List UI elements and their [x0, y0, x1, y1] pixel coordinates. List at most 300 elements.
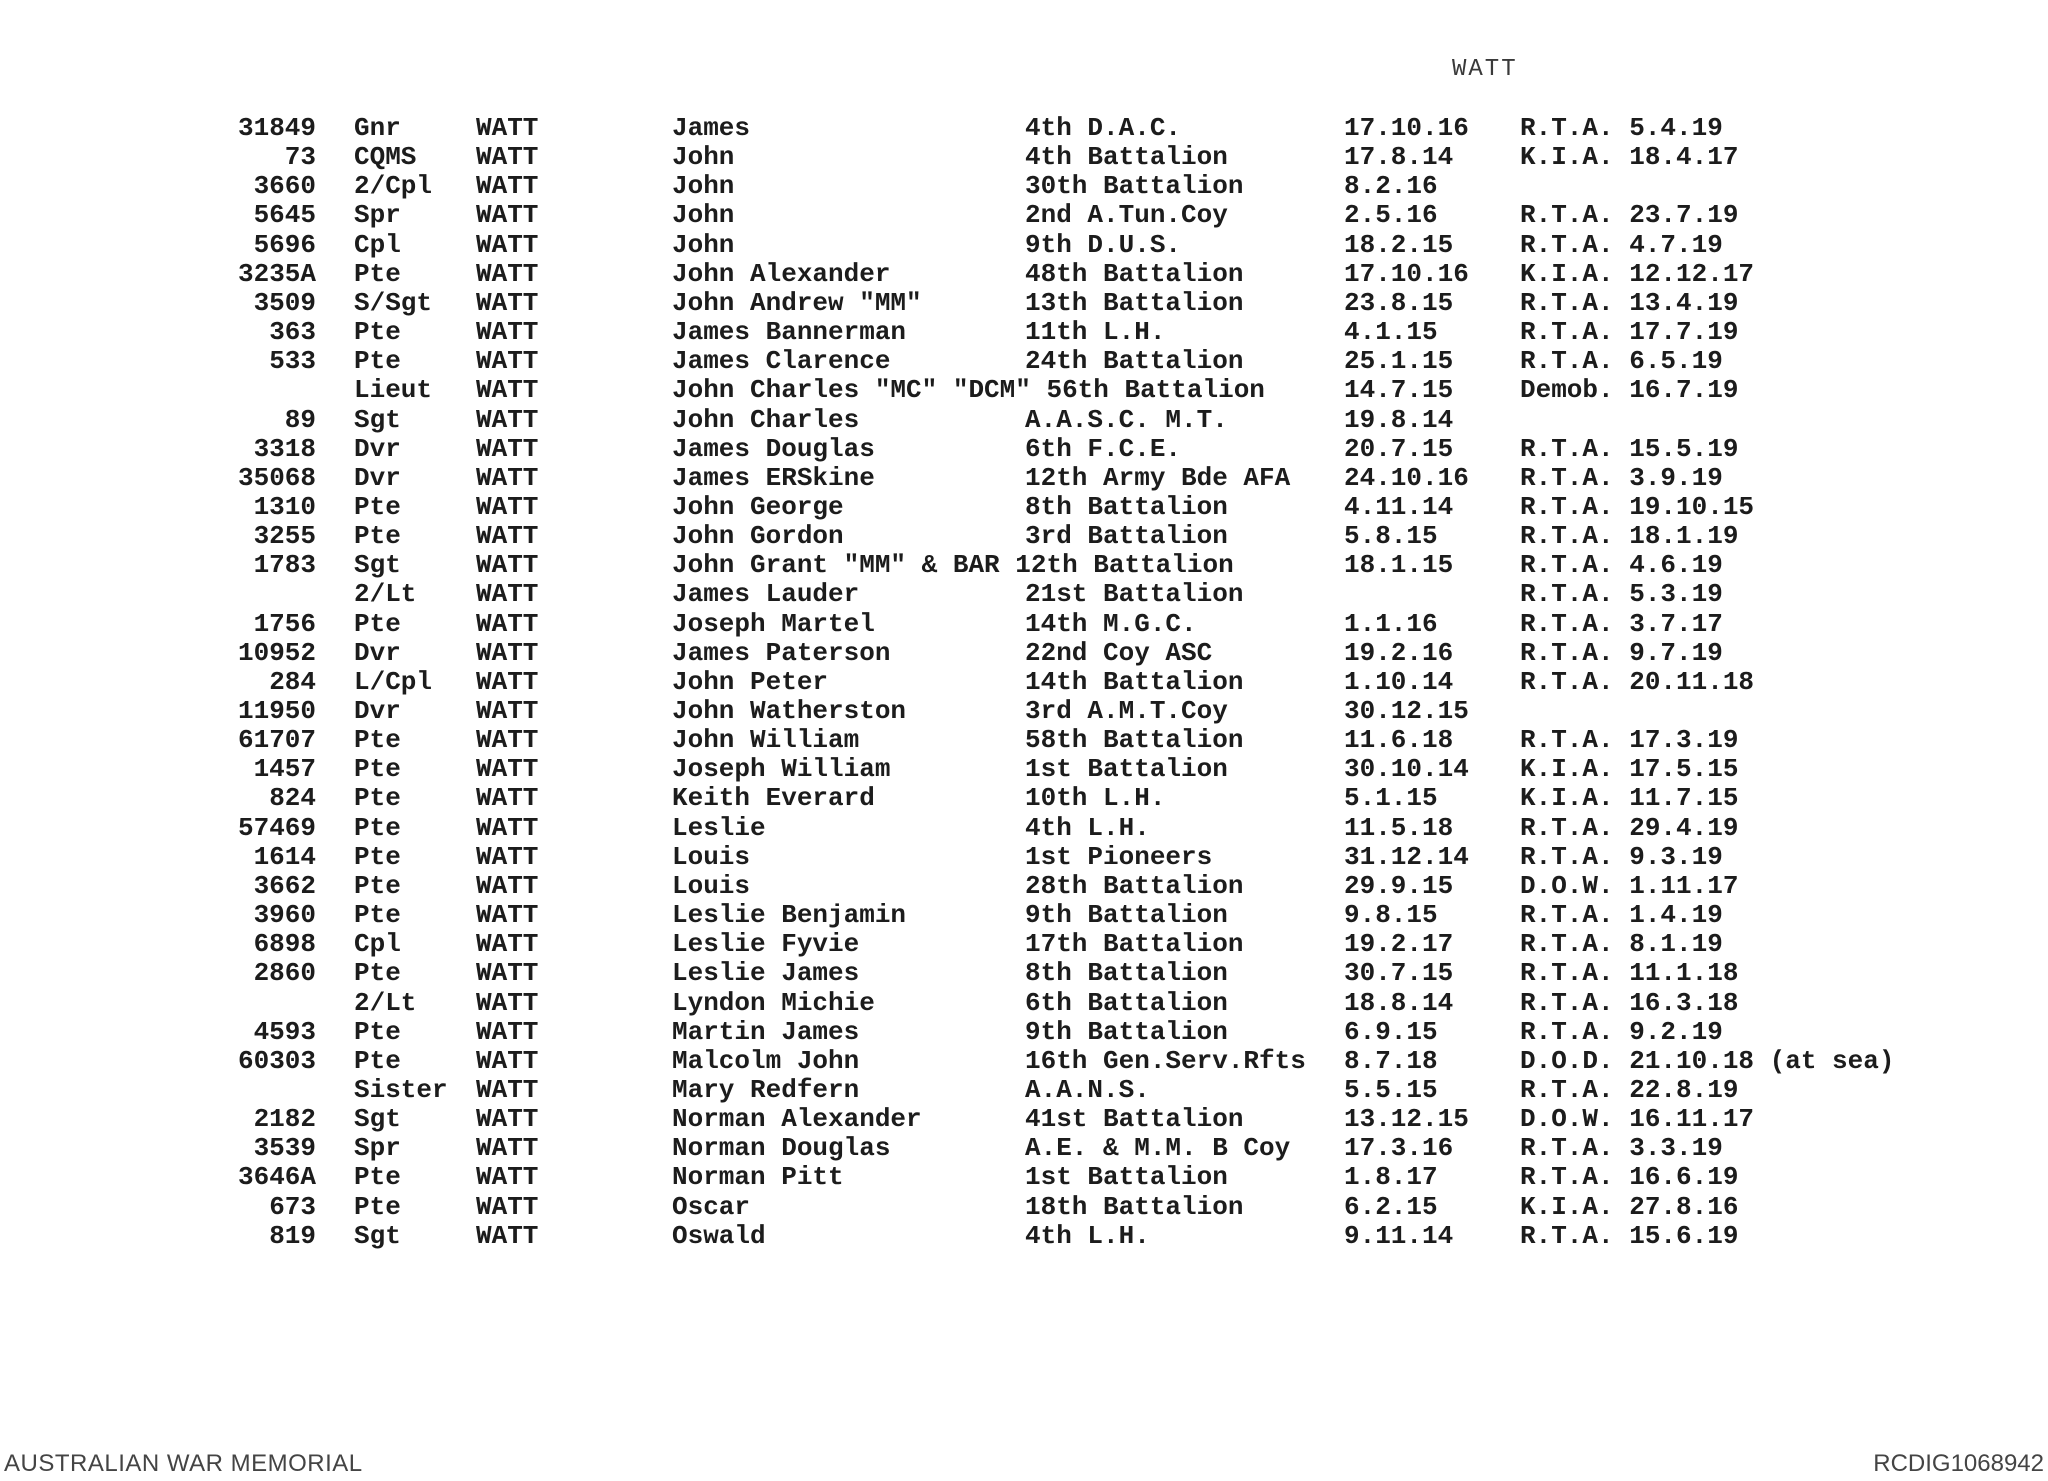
table-row [0, 1018, 2048, 1047]
unit: 4th L.H. [1025, 1220, 1150, 1251]
rank: Lieut [354, 375, 433, 406]
table-row [0, 1163, 2048, 1192]
service-number: 89 [284, 404, 316, 435]
rank: S/Sgt [354, 287, 433, 318]
table-row [0, 1222, 2048, 1251]
unit: 58th Battalion [1025, 725, 1244, 756]
service-number: 61707 [237, 725, 316, 756]
service-number: 3235A [237, 258, 316, 289]
enlistment-date: 18.1.15 [1344, 550, 1454, 581]
table-row [0, 1193, 2048, 1222]
unit: 48th Battalion [1025, 258, 1244, 289]
rank: Pte [354, 900, 401, 930]
unit: 10th L.H. [1025, 783, 1166, 814]
unit: 9th D.U.S. [1025, 229, 1182, 260]
table-row [0, 143, 2048, 172]
service-number: 1310 [253, 491, 316, 522]
rank: Pte [354, 1045, 401, 1076]
given-names: James Bannerman [672, 317, 907, 347]
given-names: Leslie Benjamin [672, 900, 907, 930]
given-names: Leslie James [672, 958, 860, 989]
rank: Pte [354, 346, 401, 377]
unit: 3rd A.M.T.Coy [1025, 696, 1228, 726]
given-names: John Alexander [672, 258, 891, 289]
table-row [0, 668, 2048, 697]
given-names: Leslie [672, 812, 766, 843]
rank: Pte [354, 1162, 401, 1193]
enlistment-date: 30.12.15 [1344, 696, 1469, 726]
unit: 3rd Battalion [1025, 521, 1228, 552]
fate: R.T.A. 5.4.19 [1520, 113, 1723, 143]
fate: R.T.A. 3.3.19 [1520, 1133, 1723, 1164]
unit: 13th Battalion [1025, 287, 1244, 318]
surname: WATT [476, 550, 539, 581]
fate: D.O.W. 16.11.17 [1520, 1104, 1755, 1135]
service-number: 1457 [253, 754, 316, 785]
unit: 14th M.G.C. [1025, 608, 1197, 639]
enlistment-date: 18.2.15 [1344, 229, 1454, 260]
table-row [0, 930, 2048, 959]
table-row [0, 318, 2048, 347]
table-row [0, 464, 2048, 493]
unit: 17th Battalion [1025, 929, 1244, 960]
enlistment-date: 8.7.18 [1344, 1045, 1438, 1076]
fate: Demob. 16.7.19 [1520, 375, 1739, 406]
rank: Pte [354, 608, 401, 639]
rank: 2/Cpl [354, 171, 433, 202]
enlistment-date: 23.8.15 [1344, 287, 1454, 318]
unit: A.A.N.S. [1025, 1074, 1150, 1105]
given-names: John Charles "MC" "DCM" 56th Battalion [672, 375, 1265, 406]
rank: Pte [354, 783, 401, 814]
given-names: John Peter [672, 666, 829, 697]
enlistment-date: 18.8.14 [1344, 987, 1454, 1018]
table-row [0, 347, 2048, 376]
given-names: Leslie Fyvie [672, 929, 860, 960]
service-number: 3509 [253, 287, 316, 318]
fate: R.T.A. 11.1.18 [1520, 958, 1739, 989]
table-row [0, 551, 2048, 580]
enlistment-date: 14.7.15 [1344, 375, 1454, 406]
fate: R.T.A. 8.1.19 [1520, 929, 1723, 960]
surname: WATT [476, 462, 539, 493]
table-row [0, 610, 2048, 639]
enlistment-date: 31.12.14 [1344, 841, 1469, 872]
enlistment-date: 30.7.15 [1344, 958, 1454, 989]
unit: 6th Battalion [1025, 987, 1228, 1018]
enlistment-date: 1.1.16 [1344, 608, 1438, 639]
fate: K.I.A. 27.8.16 [1520, 1191, 1739, 1222]
enlistment-date: 2.5.16 [1344, 200, 1438, 231]
rank: Pte [354, 870, 401, 901]
fate: K.I.A. 11.7.15 [1520, 783, 1739, 814]
service-number: 5696 [253, 229, 316, 260]
given-names: James Lauder [672, 579, 860, 610]
rank: Dvr [354, 433, 401, 464]
surname: WATT [476, 725, 539, 756]
rank: Spr [354, 1133, 401, 1164]
enlistment-date: 5.8.15 [1344, 521, 1438, 552]
enlistment-date: 19.8.14 [1344, 404, 1454, 435]
rank: Cpl [354, 229, 401, 260]
given-names: Mary Redfern [672, 1074, 860, 1105]
given-names: Joseph Martel [672, 608, 875, 639]
table-row [0, 435, 2048, 464]
surname: WATT [476, 841, 539, 872]
service-number: 3646A [237, 1162, 316, 1193]
unit: 1st Battalion [1025, 754, 1228, 785]
table-row [0, 639, 2048, 668]
surname: WATT [476, 433, 539, 464]
rank: Dvr [354, 462, 401, 493]
fate: R.T.A. 6.5.19 [1520, 346, 1723, 377]
service-number: 31849 [237, 113, 316, 143]
table-row [0, 814, 2048, 843]
enlistment-date: 25.1.15 [1344, 346, 1454, 377]
service-number: 2860 [253, 958, 316, 989]
fate: R.T.A. 16.3.18 [1520, 987, 1739, 1018]
enlistment-date: 6.9.15 [1344, 1016, 1438, 1047]
rank: Pte [354, 1191, 401, 1222]
given-names: Joseph William [672, 754, 891, 785]
rank: Sister [354, 1074, 448, 1105]
rank: Pte [354, 521, 401, 552]
table-row [0, 1076, 2048, 1105]
given-names: Norman Douglas [672, 1133, 891, 1164]
table-row [0, 697, 2048, 726]
enlistment-date: 9.11.14 [1344, 1220, 1454, 1251]
enlistment-date: 24.10.16 [1344, 462, 1469, 493]
rank: Pte [354, 491, 401, 522]
given-names: Norman Pitt [672, 1162, 844, 1193]
table-row [0, 376, 2048, 405]
service-number: 3662 [253, 870, 316, 901]
surname: WATT [476, 1016, 539, 1047]
table-row [0, 872, 2048, 901]
unit: 8th Battalion [1025, 958, 1228, 989]
surname: WATT [476, 113, 539, 143]
enlistment-date: 29.9.15 [1344, 870, 1454, 901]
given-names: John William [672, 725, 860, 756]
service-number: 10952 [237, 637, 316, 668]
rank: Pte [354, 1016, 401, 1047]
surname: WATT [476, 929, 539, 960]
given-names: Norman Alexander [672, 1104, 922, 1135]
rank: Pte [354, 754, 401, 785]
service-number: 4593 [253, 1016, 316, 1047]
unit: 8th Battalion [1025, 491, 1228, 522]
given-names: John George [672, 491, 844, 522]
fate: R.T.A. 3.7.17 [1520, 608, 1723, 639]
surname: WATT [476, 958, 539, 989]
enlistment-date: 13.12.15 [1344, 1104, 1469, 1135]
enlistment-date: 6.2.15 [1344, 1191, 1438, 1222]
surname: WATT [476, 317, 539, 347]
table-row [0, 959, 2048, 988]
archive-name: AUSTRALIAN WAR MEMORIAL [4, 1450, 363, 1477]
fate: R.T.A. 4.6.19 [1520, 550, 1723, 581]
given-names: James Douglas [672, 433, 875, 464]
fate: R.T.A. 13.4.19 [1520, 287, 1739, 318]
table-row [0, 580, 2048, 609]
service-number: 363 [269, 317, 316, 347]
surname: WATT [476, 1162, 539, 1193]
surname: WATT [476, 1045, 539, 1076]
given-names: John Andrew "MM" [672, 287, 922, 318]
unit: 9th Battalion [1025, 900, 1228, 930]
fate: R.T.A. 17.7.19 [1520, 317, 1739, 347]
rank: Sgt [354, 404, 401, 435]
given-names: Malcolm John [672, 1045, 860, 1076]
given-names: John [672, 200, 735, 231]
surname: WATT [476, 491, 539, 522]
surname: WATT [476, 1220, 539, 1251]
service-number: 1783 [253, 550, 316, 581]
rank: Dvr [354, 637, 401, 668]
surname: WATT [476, 812, 539, 843]
given-names: James Paterson [672, 637, 891, 668]
fate: R.T.A. 19.10.15 [1520, 491, 1755, 522]
service-number: 57469 [237, 812, 316, 843]
fate: R.T.A. 15.6.19 [1520, 1220, 1739, 1251]
service-number: 284 [269, 666, 316, 697]
surname: WATT [476, 666, 539, 697]
rank: Sgt [354, 550, 401, 581]
fate: D.O.W. 1.11.17 [1520, 870, 1739, 901]
surname: WATT [476, 346, 539, 377]
service-number: 3960 [253, 900, 316, 930]
rank: 2/Lt [354, 579, 417, 610]
unit: 16th Gen.Serv.Rfts [1025, 1045, 1306, 1076]
rank: Pte [354, 725, 401, 756]
table-row [0, 843, 2048, 872]
service-number: 533 [269, 346, 316, 377]
given-names: James Clarence [672, 346, 891, 377]
rank: Sgt [354, 1220, 401, 1251]
fate: R.T.A. 22.8.19 [1520, 1074, 1739, 1105]
enlistment-date: 11.5.18 [1344, 812, 1454, 843]
unit: 1st Battalion [1025, 1162, 1228, 1193]
given-names: John [672, 229, 735, 260]
surname: WATT [476, 987, 539, 1018]
surname: WATT [476, 608, 539, 639]
table-row [0, 114, 2048, 143]
unit: 22nd Coy ASC [1025, 637, 1213, 668]
table-row [0, 231, 2048, 260]
service-number: 824 [269, 783, 316, 814]
fate: R.T.A. 9.3.19 [1520, 841, 1723, 872]
given-names: John Charles [672, 404, 860, 435]
unit: 4th L.H. [1025, 812, 1150, 843]
table-row [0, 201, 2048, 230]
enlistment-date: 1.10.14 [1344, 666, 1454, 697]
fate: R.T.A. 18.1.19 [1520, 521, 1739, 552]
enlistment-date: 17.8.14 [1344, 142, 1454, 173]
table-row [0, 1047, 2048, 1076]
enlistment-date: 19.2.16 [1344, 637, 1454, 668]
given-names: James [672, 113, 751, 143]
fate: R.T.A. 3.9.19 [1520, 462, 1723, 493]
table-row [0, 784, 2048, 813]
surname: WATT [476, 870, 539, 901]
service-number: 73 [284, 142, 316, 173]
service-number: 1614 [253, 841, 316, 872]
table-row [0, 901, 2048, 930]
surname: WATT [476, 171, 539, 202]
rank: Pte [354, 258, 401, 289]
enlistment-date: 30.10.14 [1344, 754, 1469, 785]
surname: WATT [476, 404, 539, 435]
enlistment-date: 17.3.16 [1344, 1133, 1454, 1164]
given-names: Lyndon Michie [672, 987, 875, 1018]
given-names: Louis [672, 841, 751, 872]
surname: WATT [476, 200, 539, 231]
rank: Pte [354, 317, 401, 347]
surname: WATT [476, 637, 539, 668]
service-number: 35068 [237, 462, 316, 493]
fate: R.T.A. 29.4.19 [1520, 812, 1739, 843]
unit: 4th D.A.C. [1025, 113, 1182, 143]
table-row [0, 726, 2048, 755]
surname: WATT [476, 142, 539, 173]
service-number: 3318 [253, 433, 316, 464]
unit: 18th Battalion [1025, 1191, 1244, 1222]
given-names: James ERSkine [672, 462, 875, 493]
rank: L/Cpl [354, 666, 433, 697]
rank: Spr [354, 200, 401, 231]
table-row [0, 1105, 2048, 1134]
unit: 4th Battalion [1025, 142, 1228, 173]
service-number: 11950 [237, 696, 316, 726]
service-number: 1756 [253, 608, 316, 639]
unit: 9th Battalion [1025, 1016, 1228, 1047]
surname: WATT [476, 1133, 539, 1164]
fate: R.T.A. 16.6.19 [1520, 1162, 1739, 1193]
enlistment-date: 4.11.14 [1344, 491, 1454, 522]
fate: K.I.A. 12.12.17 [1520, 258, 1755, 289]
fate: K.I.A. 17.5.15 [1520, 754, 1739, 785]
fate: K.I.A. 18.4.17 [1520, 142, 1739, 173]
fate: R.T.A. 9.2.19 [1520, 1016, 1723, 1047]
given-names: John Grant "MM" & BAR 12th Battalion [672, 550, 1234, 581]
service-number: 5645 [253, 200, 316, 231]
table-row [0, 755, 2048, 784]
table-row [0, 406, 2048, 435]
unit: 24th Battalion [1025, 346, 1244, 377]
unit: 21st Battalion [1025, 579, 1244, 610]
unit: 11th L.H. [1025, 317, 1166, 347]
enlistment-date: 17.10.16 [1344, 258, 1469, 289]
service-number: 3660 [253, 171, 316, 202]
table-row [0, 172, 2048, 201]
rank: Sgt [354, 1104, 401, 1135]
fate: R.T.A. 1.4.19 [1520, 900, 1723, 930]
fate: R.T.A. 15.5.19 [1520, 433, 1739, 464]
surname: WATT [476, 696, 539, 726]
surname: WATT [476, 1191, 539, 1222]
fate: D.O.D. 21.10.18 (at sea) [1520, 1045, 1895, 1076]
fate: R.T.A. 20.11.18 [1520, 666, 1755, 697]
unit: 41st Battalion [1025, 1104, 1244, 1135]
rank: CQMS [354, 142, 417, 173]
table-row [0, 289, 2048, 318]
surname: WATT [476, 1104, 539, 1135]
enlistment-date: 17.10.16 [1344, 113, 1469, 143]
unit: 30th Battalion [1025, 171, 1244, 202]
surname: WATT [476, 783, 539, 814]
service-number: 2182 [253, 1104, 316, 1135]
surname: WATT [476, 258, 539, 289]
fate: R.T.A. 9.7.19 [1520, 637, 1723, 668]
enlistment-date: 19.2.17 [1344, 929, 1454, 960]
surname: WATT [476, 229, 539, 260]
rank: Pte [354, 812, 401, 843]
given-names: Oswald [672, 1220, 766, 1251]
unit: A.E. & M.M. B Coy [1025, 1133, 1291, 1164]
rank: Pte [354, 958, 401, 989]
surname: WATT [476, 1074, 539, 1105]
given-names: Martin James [672, 1016, 860, 1047]
surname-heading: WATT [1452, 56, 1518, 83]
fate: R.T.A. 17.3.19 [1520, 725, 1739, 756]
enlistment-date: 1.8.17 [1344, 1162, 1438, 1193]
enlistment-date: 5.5.15 [1344, 1074, 1438, 1105]
surname: WATT [476, 900, 539, 930]
unit: 6th F.C.E. [1025, 433, 1182, 464]
enlistment-date: 8.2.16 [1344, 171, 1438, 202]
rank: Cpl [354, 929, 401, 960]
table-row [0, 493, 2048, 522]
service-number: 3255 [253, 521, 316, 552]
enlistment-date: 4.1.15 [1344, 317, 1438, 347]
rank: 2/Lt [354, 987, 417, 1018]
given-names: John [672, 142, 735, 173]
rank: Gnr [354, 113, 401, 143]
surname: WATT [476, 579, 539, 610]
table-row [0, 260, 2048, 289]
service-number: 673 [269, 1191, 316, 1222]
fate: R.T.A. 23.7.19 [1520, 200, 1739, 231]
rank: Dvr [354, 696, 401, 726]
unit: 1st Pioneers [1025, 841, 1213, 872]
unit: 12th Army Bde AFA [1025, 462, 1291, 493]
service-number: 60303 [237, 1045, 316, 1076]
unit: 2nd A.Tun.Coy [1025, 200, 1228, 231]
given-names: John Gordon [672, 521, 844, 552]
enlistment-date: 9.8.15 [1344, 900, 1438, 930]
service-number: 3539 [253, 1133, 316, 1164]
table-row [0, 522, 2048, 551]
unit: 28th Battalion [1025, 870, 1244, 901]
service-number: 6898 [253, 929, 316, 960]
given-names: John Watherston [672, 696, 907, 726]
fate: R.T.A. 4.7.19 [1520, 229, 1723, 260]
enlistment-date: 5.1.15 [1344, 783, 1438, 814]
record-id: RCDIG1068942 [1873, 1450, 2044, 1477]
given-names: Oscar [672, 1191, 751, 1222]
surname: WATT [476, 287, 539, 318]
given-names: Keith Everard [672, 783, 875, 814]
given-names: Louis [672, 870, 751, 901]
unit: A.A.S.C. M.T. [1025, 404, 1228, 435]
unit: 14th Battalion [1025, 666, 1244, 697]
surname: WATT [476, 521, 539, 552]
table-row [0, 989, 2048, 1018]
enlistment-date: 20.7.15 [1344, 433, 1454, 464]
fate: R.T.A. 5.3.19 [1520, 579, 1723, 610]
table-row [0, 1134, 2048, 1163]
surname: WATT [476, 754, 539, 785]
